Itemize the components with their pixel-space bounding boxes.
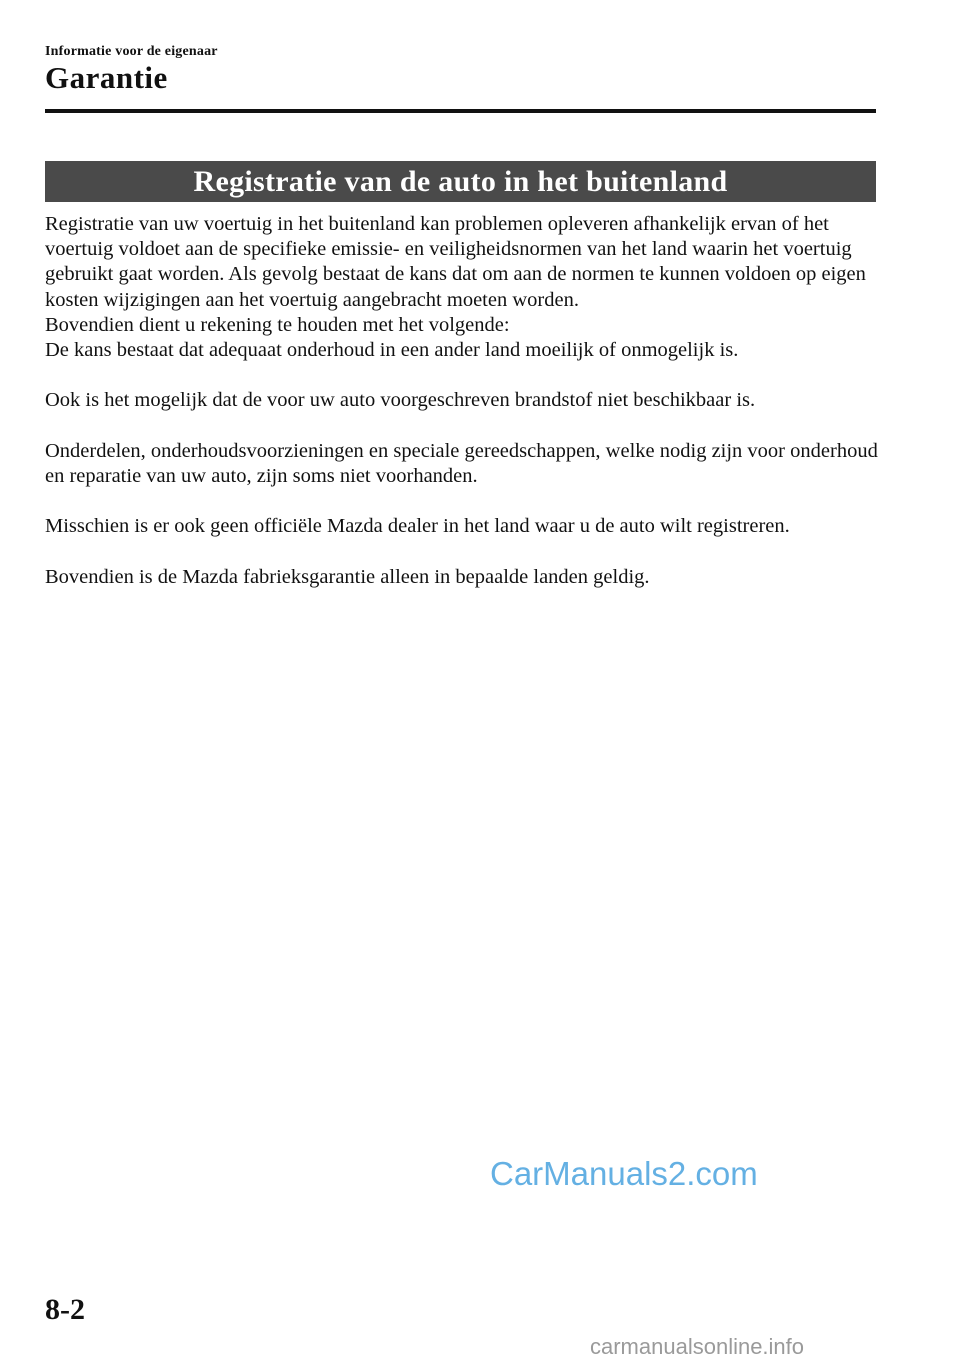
paragraph-emission-standards: Registratie van uw voertuig in het buitenland kan problemen opleveren afhankelijk ervan of het voertuig voldoet aan de specifieke emissie- en veiligheidsnormen van het land waarin het voertuig gebruikt gaat worden. Als gevolg bestaat de kans dat om aan de normen te kunnen voldoen op eigen kosten wijzigingen aan het voertuig aangebracht moeten worden.: [45, 213, 866, 311]
paragraph-dealer: Misschien is er ook geen officiële Mazda dealer in het land waar u de auto wilt registreren.: [45, 515, 790, 538]
footer-watermark: carmanualsonline.info: [590, 1334, 805, 1359]
body-text: [45, 212, 885, 590]
chapter-label: Informatie voor de eigenaar: [45, 44, 218, 59]
section-title: Registratie van de auto in het buitenland: [45, 161, 876, 202]
paragraph-maintenance: De kans bestaat dat adequaat onderhoud in een ander land moeilijk of onmogelijk is.: [45, 339, 739, 362]
paragraph-warranty: Bovendien is de Mazda fabrieksgarantie alleen in bepaalde landen geldig.: [45, 565, 650, 588]
paragraph-consider-following: Bovendien dient u rekening te houden met het volgende:: [45, 313, 510, 336]
watermark-logo: CarManuals2.com: [490, 1155, 758, 1192]
chapter-title: Garantie: [45, 60, 168, 95]
header-divider: [45, 109, 876, 113]
page-number: 8-2: [45, 1293, 85, 1326]
paragraph-parts: Onderdelen, onderhoudsvoorzieningen en speciale gereedschappen, welke nodig zijn voor onderhoud en reparatie van uw auto, zijn soms niet voorhanden.: [45, 439, 878, 487]
paragraph-fuel: Ook is het mogelijk dat de voor uw auto voorgeschreven brandstof niet beschikbaar is.: [45, 389, 756, 412]
